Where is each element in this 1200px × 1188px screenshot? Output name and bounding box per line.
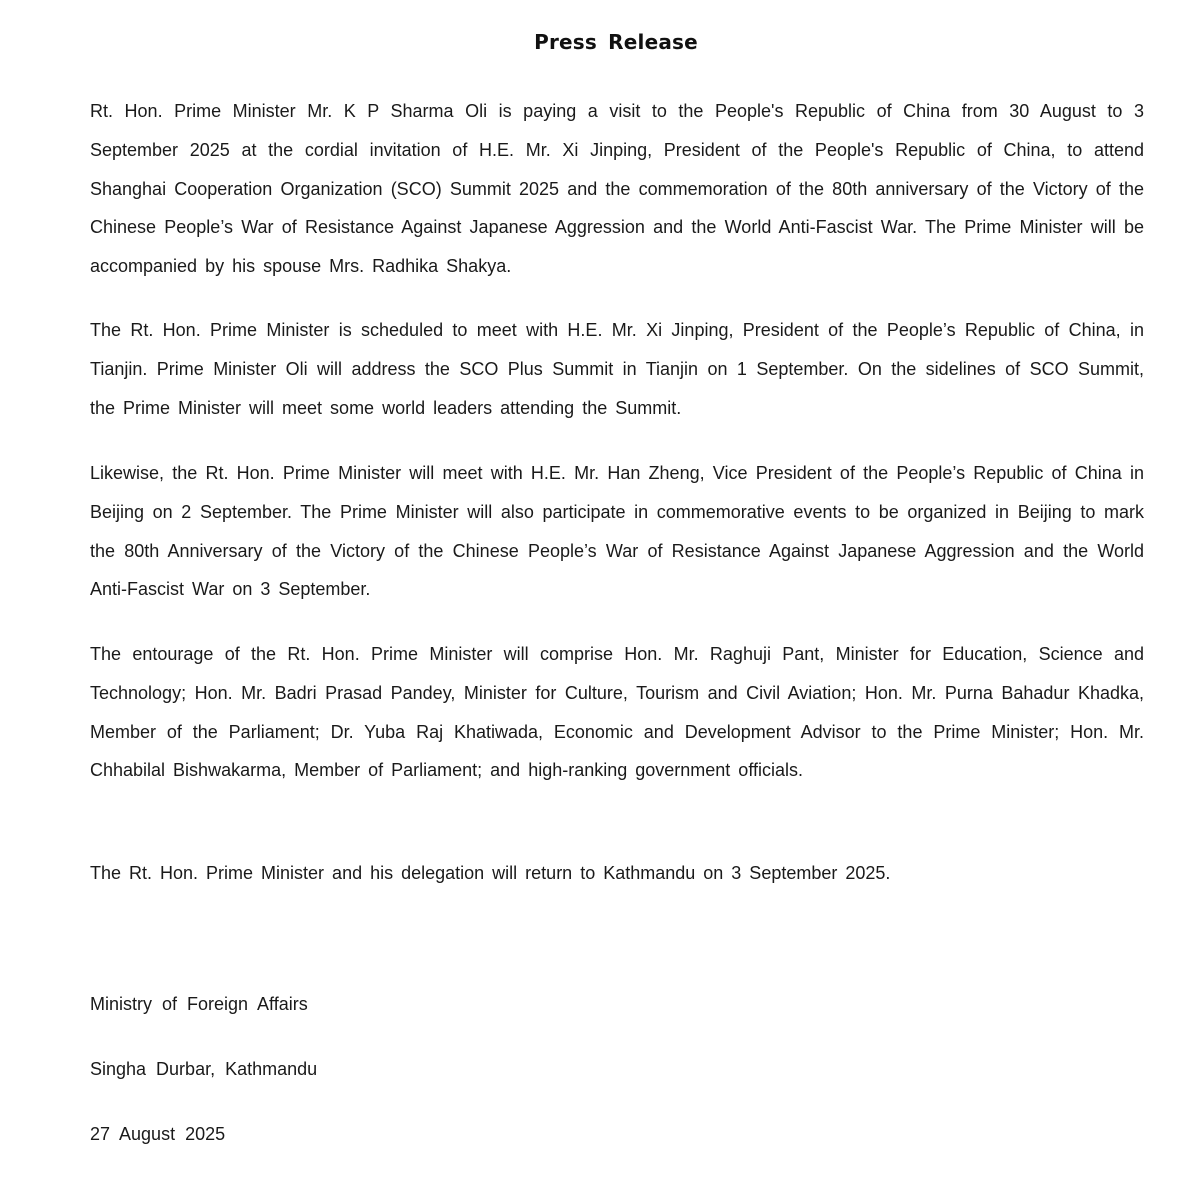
paragraph-entourage: The entourage of the Rt. Hon. Prime Minister will comprise Hon. Mr. Raghuji Pant, Minister for Education, Science and Technology; Hon. Mr. Badri Prasad Pandey, Minister for Culture, Tourism and Civil Aviation; Hon. Mr. Purna Bahadur Khadka, Member of the Parliament; Dr. Yuba Raj Khatiwada, Economic and Development Advisor to the Prime Minister; Hon. Mr. Chhabilal Bishwakarma, Member of Parliament; and high-ranking government officials.	[90, 644, 1144, 781]
signature-date: 27 August 2025	[90, 1124, 226, 1144]
signature-location: Singha Durbar, Kathmandu	[90, 1059, 318, 1079]
paragraph-beijing-events: Likewise, the Rt. Hon. Prime Minister will meet with H.E. Mr. Han Zheng, Vice President of the People’s Republic of China in Beijing on 2 September. The Prime Minister will also participate in commemorative events to be organized in Beijing to mark the 80th Anniversary of the Victory of the Chinese People’s War of Resistance Against Japanese Aggression and the World Anti-Fascist War on 3 September.	[90, 463, 1144, 600]
paragraph-visit-announcement: Rt. Hon. Prime Minister Mr. K P Sharma Oli is paying a visit to the People's Republic of China from 30 August to 3 September 2025 at the cordial invitation of H.E. Mr. Xi Jinping, President of the People's Republic of China, to attend Shanghai Cooperation Organization (SCO) Summit 2025 and the commemoration of the 80th anniversary of the Victory of the Chinese People’s War of Resistance Against Japanese Aggression and the World Anti-Fascist War. The Prime Minister will be accompanied by his spouse Mrs. Radhika Shakya.	[90, 101, 1144, 277]
signature-organization: Ministry of Foreign Affairs	[90, 994, 308, 1014]
page-title: Press Release	[534, 30, 698, 54]
paragraph-return: The Rt. Hon. Prime Minister and his delegation will return to Kathmandu on 3 September 2025.	[90, 863, 891, 883]
paragraph-tianjin-meetings: The Rt. Hon. Prime Minister is scheduled to meet with H.E. Mr. Xi Jinping, President of the People’s Republic of China, in Tianjin. Prime Minister Oli will address the SCO Plus Summit in Tianjin on 1 September. On the sidelines of SCO Summit, the Prime Minister will meet some world leaders attending the Summit.	[90, 320, 1144, 418]
